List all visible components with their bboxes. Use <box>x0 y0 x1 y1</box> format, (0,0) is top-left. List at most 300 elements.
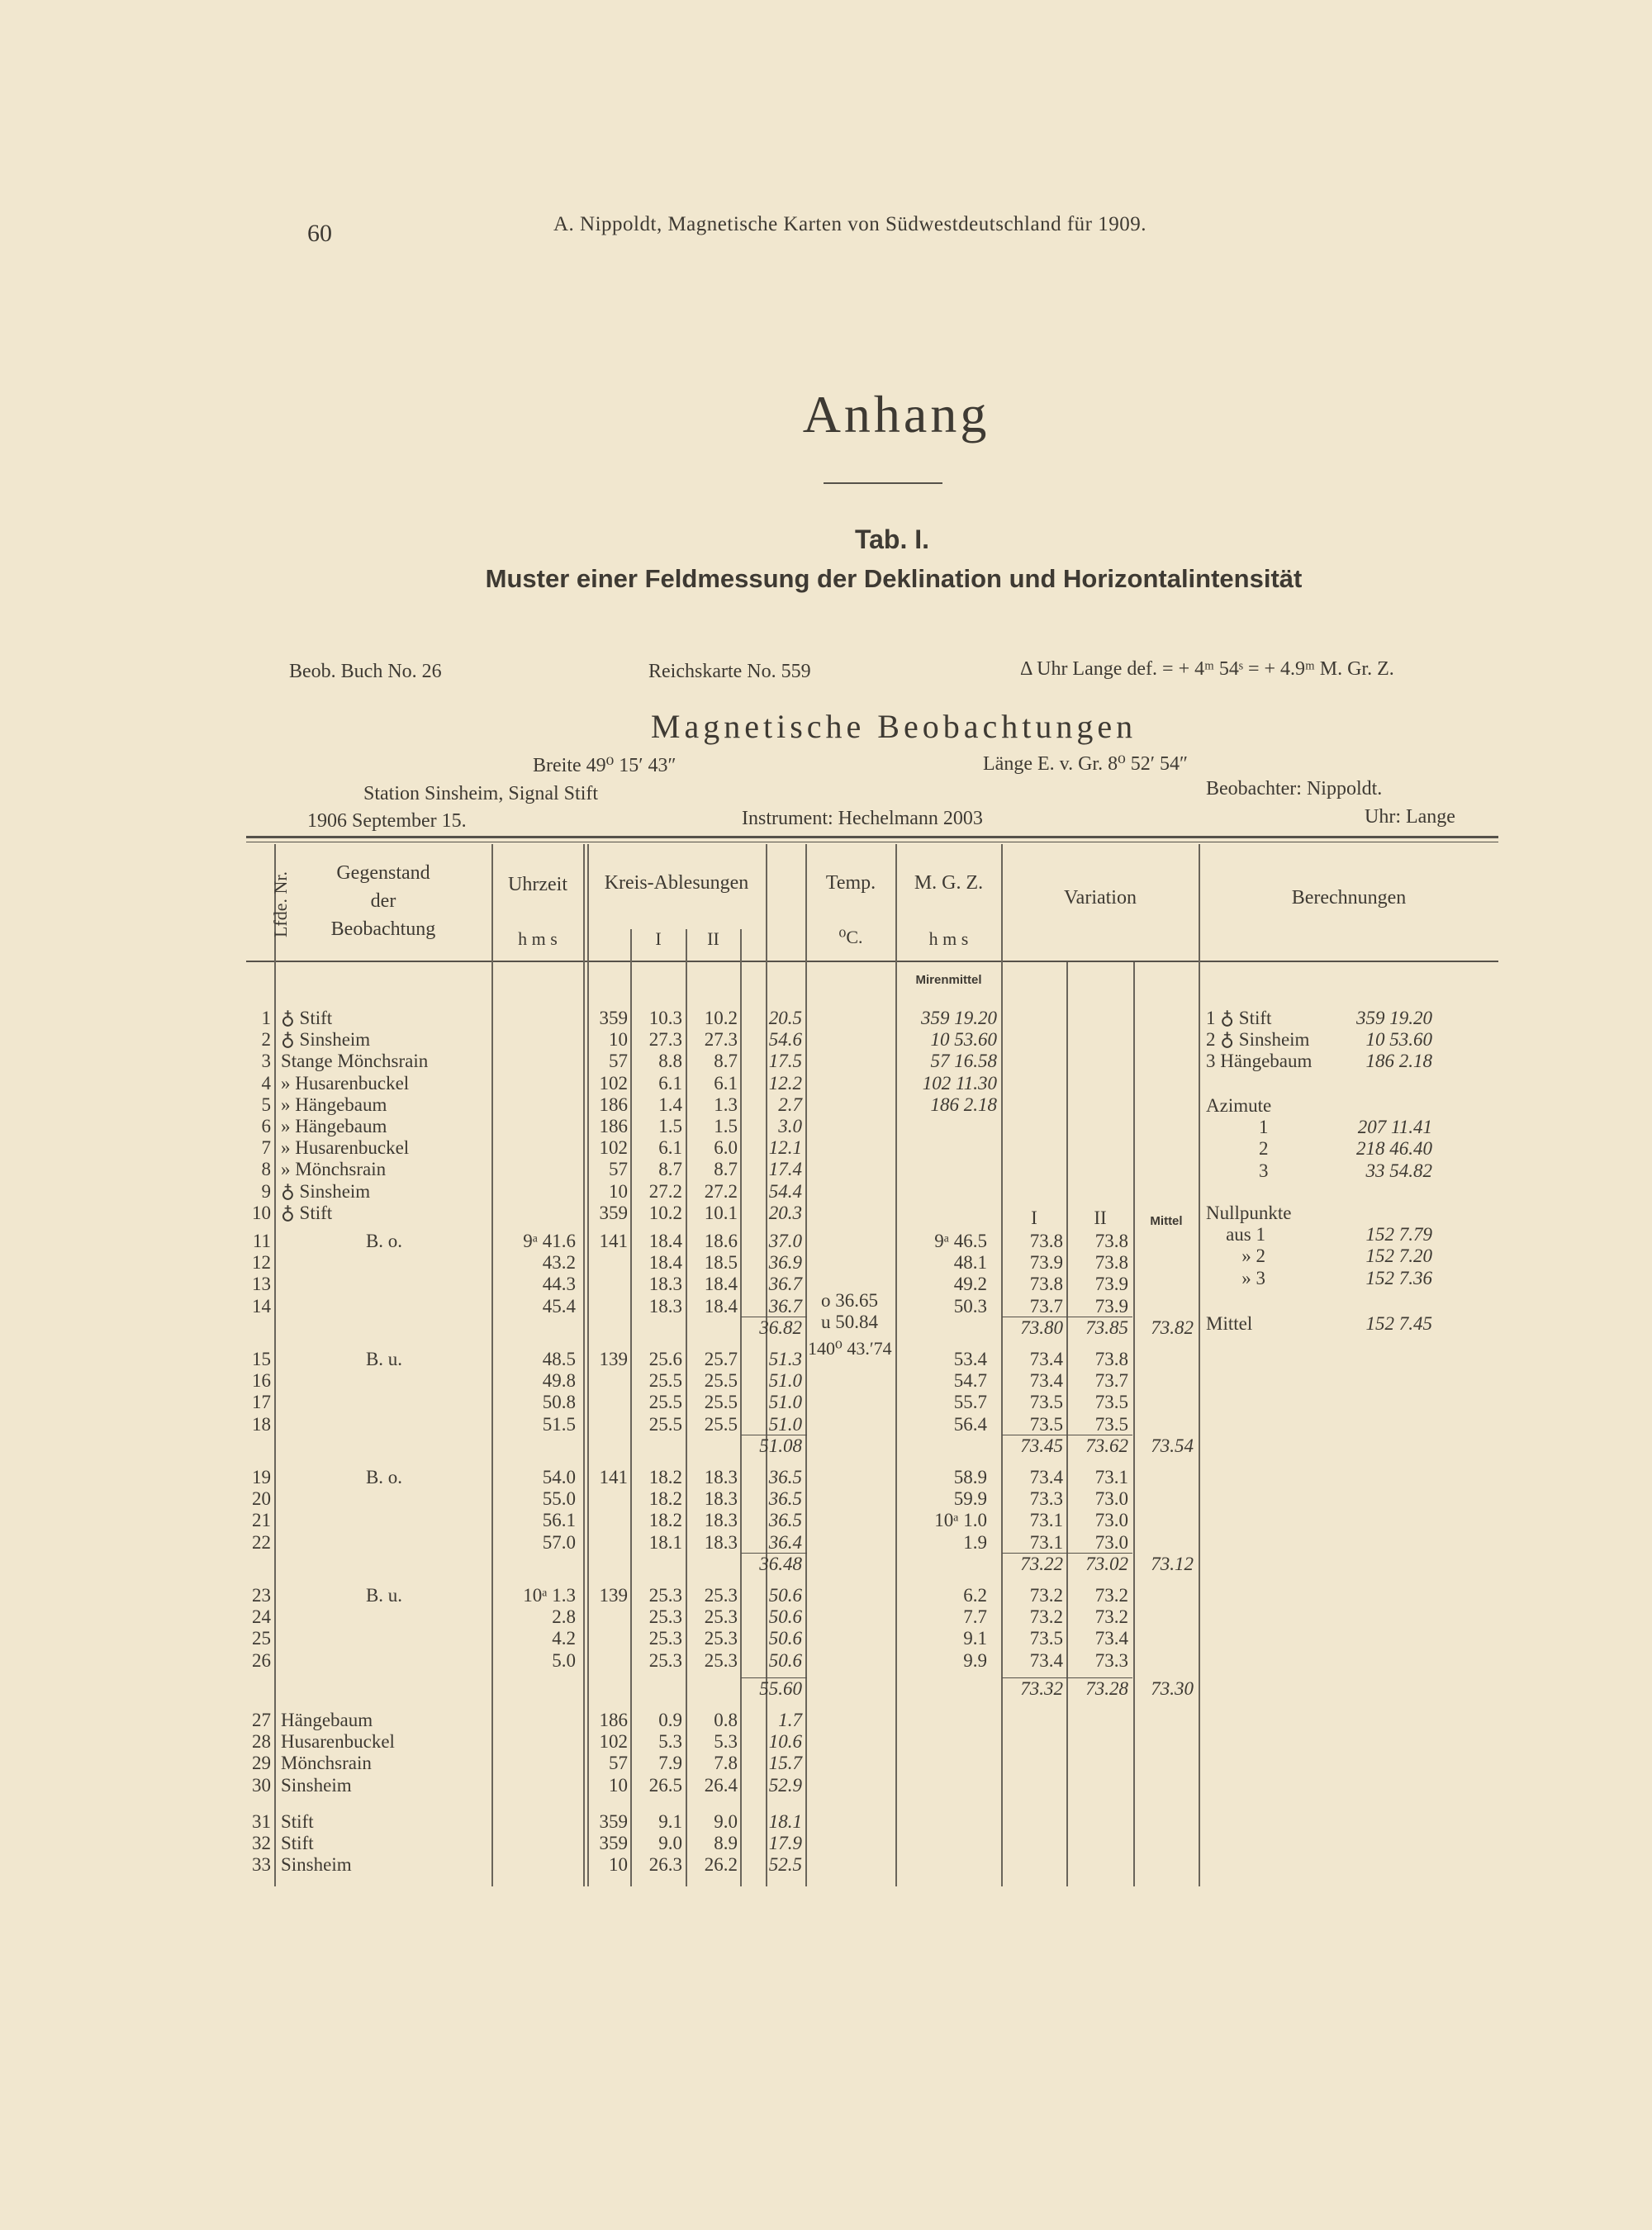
row-uhrzeit: 48.5 <box>542 1349 576 1369</box>
row-degree: 102 <box>599 1137 628 1159</box>
subtotal-mean: 36.82 <box>759 1317 802 1338</box>
row-kreis-ii: 25.5 <box>704 1413 738 1435</box>
row-kreis-i: 25.5 <box>648 1392 682 1413</box>
breite: Breite 49⁰ 15′ 43″ <box>533 755 676 776</box>
row-object: ♁ Stift <box>281 1008 333 1028</box>
row-object: B. u. <box>365 1349 403 1369</box>
row-kreis-i: 27.3 <box>648 1029 682 1051</box>
row-number: 16 <box>252 1370 271 1392</box>
col-header-uhrzeit: Uhrzeit <box>508 874 567 895</box>
row-mean: 54.4 <box>768 1180 802 1202</box>
row-mean: 12.1 <box>768 1137 802 1159</box>
row-object: » Husarenbuckel <box>281 1137 410 1159</box>
row-var-ii: 73.0 <box>1094 1510 1128 1531</box>
row-degree: 186 <box>599 1094 628 1115</box>
uhr-lange: Uhr: Lange <box>1365 806 1455 828</box>
row-mgz: 49.2 <box>953 1274 987 1295</box>
row-mirenmittel: 102 11.30 <box>922 1072 997 1094</box>
row-kreis-i: 25.3 <box>648 1606 682 1628</box>
row-degree: 10 <box>609 1180 628 1202</box>
row-mean: 1.7 <box>778 1710 802 1730</box>
row-mgz: 55.7 <box>953 1392 987 1413</box>
row-degree: 139 <box>599 1349 628 1369</box>
row-number: 33 <box>252 1854 271 1876</box>
row-kreis-ii: 5.3 <box>714 1731 738 1753</box>
row-mean: 36.7 <box>768 1274 802 1295</box>
row-kreis-i: 25.6 <box>648 1349 682 1369</box>
col-header-mgz-unit: h m s <box>928 928 969 949</box>
subtotal-var-mittel: 73.54 <box>1151 1435 1194 1456</box>
col-header-kreis-ii: II <box>707 928 719 949</box>
row-degree: 141 <box>599 1467 628 1487</box>
row-number: 23 <box>252 1585 271 1606</box>
row-mean: 36.5 <box>768 1510 802 1531</box>
datum: 1906 September 15. <box>307 810 467 832</box>
row-mean: 17.5 <box>768 1051 802 1072</box>
row-mean: 36.9 <box>768 1252 802 1274</box>
row-var-i: 73.5 <box>1029 1413 1063 1435</box>
row-kreis-ii: 25.5 <box>704 1370 738 1392</box>
row-object: ♁ Stift <box>281 1202 333 1223</box>
row-mean: 36.7 <box>768 1295 802 1317</box>
mittel-label: Mittel <box>1206 1313 1253 1334</box>
row-kreis-ii: 6.0 <box>714 1137 738 1159</box>
subtotal-var-ii: 73.02 <box>1085 1553 1128 1574</box>
row-var-i: 73.4 <box>1029 1467 1063 1487</box>
row-mgz: 9.1 <box>963 1628 987 1649</box>
row-var-ii: 73.4 <box>1094 1628 1128 1649</box>
row-var-i: 73.3 <box>1029 1488 1063 1510</box>
row-object: B. u. <box>365 1585 403 1606</box>
row-var-ii: 73.1 <box>1094 1467 1128 1487</box>
row-object: Stange Mönchsrain <box>281 1051 429 1072</box>
row-object: Stift <box>281 1810 314 1832</box>
row-kreis-i: 26.5 <box>648 1774 682 1796</box>
row-number: 12 <box>252 1252 271 1274</box>
row-kreis-ii: 10.1 <box>704 1202 738 1223</box>
row-kreis-i: 25.5 <box>648 1370 682 1392</box>
azimute-title: Azimute <box>1206 1095 1272 1116</box>
row-number: 19 <box>252 1467 271 1487</box>
miren-label: 3 Hängebaum <box>1206 1051 1313 1072</box>
row-kreis-ii: 25.3 <box>704 1585 738 1606</box>
row-kreis-i: 10.2 <box>648 1202 682 1223</box>
row-number: 17 <box>252 1392 271 1413</box>
row-degree: 57 <box>609 1159 628 1180</box>
row-degree: 10 <box>609 1774 628 1796</box>
row-kreis-i: 9.0 <box>658 1833 682 1853</box>
row-object: B. o. <box>365 1231 403 1251</box>
row-uhrzeit: 43.2 <box>542 1252 576 1274</box>
row-kreis-i: 1.4 <box>658 1094 682 1115</box>
row-number: 18 <box>252 1413 271 1435</box>
temp-angle: 140⁰ 43.′74 <box>808 1338 892 1359</box>
azimut-value: 207 11.41 <box>1357 1117 1432 1138</box>
row-object: Hängebaum <box>281 1710 373 1730</box>
subtotal-var-i: 73.22 <box>1020 1553 1063 1574</box>
row-mirenmittel: 57 16.58 <box>930 1051 997 1072</box>
row-kreis-ii: 18.4 <box>704 1295 738 1317</box>
col-header-lfd: Lfde. Nr. <box>270 871 291 938</box>
row-mean: 2.7 <box>778 1094 802 1115</box>
row-var-ii: 73.2 <box>1094 1606 1128 1628</box>
row-kreis-ii: 18.4 <box>704 1274 738 1295</box>
azimut-label: 1 <box>1259 1117 1269 1138</box>
row-mgz: 9.9 <box>963 1649 987 1671</box>
row-var-ii: 73.0 <box>1094 1531 1128 1553</box>
row-var-ii: 73.5 <box>1094 1413 1128 1435</box>
col-sep-3 <box>583 844 585 1886</box>
row-object: Husarenbuckel <box>281 1731 395 1753</box>
row-number: 13 <box>252 1274 271 1295</box>
col-header-temp: Temp. <box>825 872 876 894</box>
col-sep-11 <box>1133 962 1135 1886</box>
row-object: Mönchsrain <box>281 1753 372 1774</box>
nullpunkt-value: 152 7.20 <box>1365 1245 1432 1267</box>
row-var-i: 73.2 <box>1029 1585 1063 1606</box>
azimut-label: 3 <box>1259 1160 1269 1181</box>
row-kreis-ii: 1.5 <box>714 1116 738 1136</box>
row-var-i: 73.4 <box>1029 1370 1063 1392</box>
row-mean: 36.5 <box>768 1488 802 1510</box>
row-mean: 36.5 <box>768 1467 802 1487</box>
uhr-lange-def: Δ Uhr Lange def. = + 4ᵐ 54ˢ = + 4.9ᵐ M. Gr. Z. <box>1020 658 1394 680</box>
row-kreis-i: 18.2 <box>648 1488 682 1510</box>
temp-o: o 36.65 <box>821 1290 878 1311</box>
section-title: Magnetische Beobachtungen <box>650 708 1137 745</box>
row-kreis-ii: 10.2 <box>704 1008 738 1028</box>
row-kreis-i: 18.2 <box>648 1510 682 1531</box>
row-var-ii: 73.2 <box>1094 1585 1128 1606</box>
subtotal-var-ii: 73.28 <box>1085 1677 1128 1699</box>
row-mean: 37.0 <box>768 1231 802 1251</box>
row-var-i: 73.1 <box>1029 1510 1063 1531</box>
miren-value: 186 2.18 <box>1365 1051 1432 1072</box>
nullpunkte-title: Nullpunkte <box>1206 1203 1292 1223</box>
running-title: A. Nippoldt, Magnetische Karten von Südwestdeutschland für 1909. <box>553 213 1146 235</box>
subtotal-var-ii: 73.62 <box>1085 1435 1128 1456</box>
row-mean: 50.6 <box>768 1649 802 1671</box>
table-number: Tab. I. <box>854 524 930 554</box>
row-number: 5 <box>261 1094 271 1115</box>
row-var-i: 73.4 <box>1029 1349 1063 1369</box>
row-mean: 20.5 <box>768 1008 802 1028</box>
row-uhrzeit: 45.4 <box>542 1295 576 1317</box>
row-number: 29 <box>252 1753 271 1774</box>
row-number: 24 <box>252 1606 271 1628</box>
row-mgz: 1.9 <box>963 1531 987 1553</box>
row-mean: 52.9 <box>768 1774 802 1796</box>
row-kreis-i: 27.2 <box>648 1180 682 1202</box>
row-number: 20 <box>252 1488 271 1510</box>
row-mean: 12.2 <box>768 1072 802 1094</box>
row-var-ii: 73.0 <box>1094 1488 1128 1510</box>
row-mirenmittel: 10 53.60 <box>930 1029 997 1051</box>
row-mirenmittel: 186 2.18 <box>930 1094 997 1115</box>
azimut-value: 218 46.40 <box>1356 1138 1432 1160</box>
row-number: 15 <box>252 1349 271 1369</box>
row-uhrzeit: 4.2 <box>552 1628 576 1649</box>
table-top-rule <box>246 836 1498 838</box>
row-number: 11 <box>252 1231 271 1251</box>
row-kreis-i: 1.5 <box>658 1116 682 1136</box>
row-mean: 3.0 <box>778 1116 802 1136</box>
row-kreis-i: 25.3 <box>648 1649 682 1671</box>
row-kreis-ii: 18.5 <box>704 1252 738 1274</box>
row-kreis-ii: 9.0 <box>714 1810 738 1832</box>
row-mgz: 53.4 <box>953 1349 987 1369</box>
row-mean: 51.3 <box>768 1349 802 1369</box>
row-number: 4 <box>261 1072 271 1094</box>
row-uhrzeit: 55.0 <box>542 1488 576 1510</box>
row-kreis-ii: 25.3 <box>704 1628 738 1649</box>
row-kreis-ii: 27.3 <box>704 1029 738 1051</box>
header-bottom-rule <box>246 961 1498 962</box>
subtotal-mean: 36.48 <box>759 1553 802 1574</box>
row-var-i: 73.1 <box>1029 1531 1063 1553</box>
row-degree: 359 <box>599 1833 628 1853</box>
row-mgz: 7.7 <box>963 1606 987 1628</box>
row-var-ii: 73.8 <box>1094 1231 1128 1251</box>
row-kreis-i: 25.3 <box>648 1585 682 1606</box>
row-number: 26 <box>252 1649 271 1671</box>
nullpunkt-label: » 2 <box>1241 1245 1265 1267</box>
miren-value: 359 19.20 <box>1356 1008 1432 1028</box>
row-kreis-i: 25.3 <box>648 1628 682 1649</box>
row-mgz: 48.1 <box>953 1252 987 1274</box>
row-kreis-i: 18.3 <box>648 1274 682 1295</box>
row-object: » Hängebaum <box>281 1094 387 1115</box>
nullpunkt-label: aus 1 <box>1226 1224 1265 1245</box>
row-number: 27 <box>252 1710 271 1730</box>
row-degree: 57 <box>609 1051 628 1072</box>
row-kreis-ii: 8.7 <box>714 1159 738 1180</box>
subtotal-var-mittel: 73.30 <box>1151 1677 1194 1699</box>
row-kreis-ii: 18.3 <box>704 1531 738 1553</box>
row-degree: 359 <box>599 1810 628 1832</box>
col-header-berechnungen: Berechnungen <box>1291 887 1407 909</box>
row-degree: 186 <box>599 1710 628 1730</box>
row-kreis-i: 10.3 <box>648 1008 682 1028</box>
row-mean: 51.0 <box>768 1370 802 1392</box>
row-kreis-ii: 26.2 <box>704 1854 738 1876</box>
row-var-ii: 73.9 <box>1094 1295 1128 1317</box>
miren-label: 1 ♁ Stift <box>1206 1008 1272 1028</box>
row-mean: 50.6 <box>768 1585 802 1606</box>
row-kreis-ii: 27.2 <box>704 1180 738 1202</box>
row-kreis-i: 9.1 <box>658 1810 682 1832</box>
page-number: 60 <box>307 220 332 247</box>
row-degree: 359 <box>599 1202 628 1223</box>
row-number: 6 <box>261 1116 271 1136</box>
row-number: 30 <box>252 1774 271 1796</box>
row-number: 9 <box>261 1180 271 1202</box>
row-degree: 10 <box>609 1029 628 1051</box>
row-kreis-ii: 26.4 <box>704 1774 738 1796</box>
row-uhrzeit: 10ᵃ 1.3 <box>523 1585 576 1606</box>
row-number: 25 <box>252 1628 271 1649</box>
subtotal-var-i: 73.32 <box>1020 1677 1063 1699</box>
row-var-ii: 73.9 <box>1094 1274 1128 1295</box>
col-header-uhrzeit-unit: h m s <box>518 928 558 949</box>
row-kreis-i: 7.9 <box>658 1753 682 1774</box>
row-mean: 36.4 <box>768 1531 802 1553</box>
subtotal-var-i: 73.45 <box>1020 1435 1063 1456</box>
col-header-temp-unit: ⁰C. <box>838 927 863 947</box>
row-kreis-ii: 25.3 <box>704 1606 738 1628</box>
var-mittel-label: Mittel <box>1150 1214 1183 1228</box>
row-mgz: 54.7 <box>953 1370 987 1392</box>
row-number: 7 <box>261 1137 271 1159</box>
row-var-i: 73.2 <box>1029 1606 1063 1628</box>
row-object: » Mönchsrain <box>281 1159 387 1180</box>
row-mean: 20.3 <box>768 1202 802 1223</box>
instrument: Instrument: Hechelmann 2003 <box>742 808 983 829</box>
row-kreis-i: 18.4 <box>648 1252 682 1274</box>
row-var-i: 73.7 <box>1029 1295 1063 1317</box>
azimut-label: 2 <box>1259 1138 1269 1160</box>
row-kreis-ii: 0.8 <box>714 1710 738 1730</box>
row-degree: 57 <box>609 1753 628 1774</box>
row-kreis-ii: 8.7 <box>714 1051 738 1072</box>
row-degree: 102 <box>599 1731 628 1753</box>
subtotal-var-ii: 73.85 <box>1085 1317 1128 1338</box>
col-header-mgz: M. G. Z. <box>914 872 984 894</box>
row-kreis-i: 5.3 <box>658 1731 682 1753</box>
row-kreis-ii: 25.3 <box>704 1649 738 1671</box>
beob-buch: Beob. Buch No. 26 <box>289 661 442 682</box>
beobachter: Beobachter: Nippoldt. <box>1206 778 1383 799</box>
col-header-variation: Variation <box>1064 887 1137 909</box>
row-kreis-i: 18.4 <box>648 1231 682 1251</box>
row-degree: 141 <box>599 1231 628 1251</box>
mittel-value: 152 7.45 <box>1365 1313 1432 1334</box>
var-i-label: I <box>1031 1208 1037 1228</box>
row-var-i: 73.8 <box>1029 1274 1063 1295</box>
row-uhrzeit: 51.5 <box>542 1413 576 1435</box>
row-object: » Hängebaum <box>281 1116 387 1136</box>
row-uhrzeit: 2.8 <box>552 1606 576 1628</box>
reichskarte: Reichskarte No. 559 <box>648 661 811 682</box>
row-number: 3 <box>261 1051 271 1072</box>
row-kreis-i: 8.8 <box>658 1051 682 1072</box>
row-var-i: 73.9 <box>1029 1252 1063 1274</box>
row-mean: 50.6 <box>768 1606 802 1628</box>
table-caption: Muster einer Feldmessung der Deklination und Horizontalintensität <box>485 564 1303 593</box>
subtotal-var-i: 73.80 <box>1020 1317 1063 1338</box>
station: Station Sinsheim, Signal Stift <box>363 783 599 804</box>
row-var-ii: 73.5 <box>1094 1392 1128 1413</box>
row-var-ii: 73.3 <box>1094 1649 1128 1671</box>
row-number: 21 <box>252 1510 271 1531</box>
col-header-kreis-i: I <box>655 928 662 949</box>
row-var-i: 73.5 <box>1029 1392 1063 1413</box>
row-kreis-i: 18.1 <box>648 1531 682 1553</box>
subtotal-var-mittel: 73.12 <box>1151 1553 1194 1574</box>
row-mirenmittel: 359 19.20 <box>921 1008 997 1028</box>
row-kreis-i: 6.1 <box>658 1137 682 1159</box>
miren-label: 2 ♁ Sinsheim <box>1206 1029 1310 1051</box>
row-mgz: 10ᵃ 1.0 <box>934 1510 987 1531</box>
row-var-ii: 73.8 <box>1094 1252 1128 1274</box>
row-number: 32 <box>252 1833 271 1853</box>
nullpunkt-value: 152 7.36 <box>1365 1267 1432 1288</box>
page-title: Anhang <box>802 385 990 444</box>
row-degree: 10 <box>609 1854 628 1876</box>
row-uhrzeit: 57.0 <box>542 1531 576 1553</box>
mirenmittel-label: Mirenmittel <box>915 973 982 987</box>
row-uhrzeit: 5.0 <box>552 1649 576 1671</box>
row-kreis-i: 6.1 <box>658 1072 682 1094</box>
row-var-ii: 73.8 <box>1094 1349 1128 1369</box>
row-uhrzeit: 54.0 <box>542 1467 576 1487</box>
row-var-ii: 73.7 <box>1094 1370 1128 1392</box>
col-header-gegenstand-2: der <box>370 890 396 912</box>
row-mean: 51.0 <box>768 1392 802 1413</box>
row-uhrzeit: 9ᵃ 41.6 <box>523 1231 576 1251</box>
row-object: ♁ Sinsheim <box>281 1029 371 1051</box>
row-mean: 17.4 <box>768 1159 802 1180</box>
row-number: 1 <box>261 1008 271 1028</box>
row-number: 31 <box>252 1810 271 1832</box>
row-mgz: 59.9 <box>953 1488 987 1510</box>
row-kreis-i: 0.9 <box>658 1710 682 1730</box>
row-kreis-ii: 8.9 <box>714 1833 738 1853</box>
row-uhrzeit: 49.8 <box>542 1370 576 1392</box>
row-mean: 15.7 <box>768 1753 802 1774</box>
row-number: 8 <box>261 1159 271 1180</box>
row-var-i: 73.5 <box>1029 1628 1063 1649</box>
row-object: Stift <box>281 1833 314 1853</box>
subtotal-mean: 51.08 <box>759 1435 802 1456</box>
row-kreis-i: 26.3 <box>648 1854 682 1876</box>
col-header-gegenstand-3: Beobachtung <box>330 918 436 940</box>
row-var-i: 73.8 <box>1029 1231 1063 1251</box>
row-number: 22 <box>252 1531 271 1553</box>
col-sep-1 <box>274 844 276 1886</box>
row-mean: 50.6 <box>768 1628 802 1649</box>
col-sep-7b <box>805 844 807 1886</box>
row-mgz: 50.3 <box>953 1295 987 1317</box>
nullpunkt-label: » 3 <box>1241 1267 1265 1288</box>
row-uhrzeit: 44.3 <box>542 1274 576 1295</box>
row-degree: 359 <box>599 1008 628 1028</box>
row-kreis-i: 25.5 <box>648 1413 682 1435</box>
laenge: Länge E. v. Gr. 8⁰ 52′ 54″ <box>983 753 1188 775</box>
row-kreis-i: 18.3 <box>648 1295 682 1317</box>
row-kreis-ii: 25.7 <box>704 1349 738 1369</box>
row-number: 14 <box>252 1295 271 1317</box>
row-mean: 10.6 <box>768 1731 802 1753</box>
row-mgz: 58.9 <box>953 1467 987 1487</box>
nullpunkt-value: 152 7.79 <box>1365 1224 1432 1245</box>
var-ii-label: II <box>1094 1208 1107 1228</box>
temp-u: u 50.84 <box>821 1312 878 1332</box>
row-kreis-ii: 25.5 <box>704 1392 738 1413</box>
row-uhrzeit: 56.1 <box>542 1510 576 1531</box>
row-object: » Husarenbuckel <box>281 1072 410 1094</box>
row-var-i: 73.4 <box>1029 1649 1063 1671</box>
row-mean: 18.1 <box>768 1810 802 1832</box>
col-sep-12 <box>1199 844 1200 1886</box>
row-degree: 102 <box>599 1072 628 1094</box>
row-mgz: 9ᵃ 46.5 <box>934 1231 987 1251</box>
row-number: 10 <box>252 1202 271 1223</box>
row-kreis-i: 8.7 <box>658 1159 682 1180</box>
row-kreis-i: 18.2 <box>648 1467 682 1487</box>
row-object: B. o. <box>365 1467 403 1487</box>
row-number: 2 <box>261 1029 271 1051</box>
